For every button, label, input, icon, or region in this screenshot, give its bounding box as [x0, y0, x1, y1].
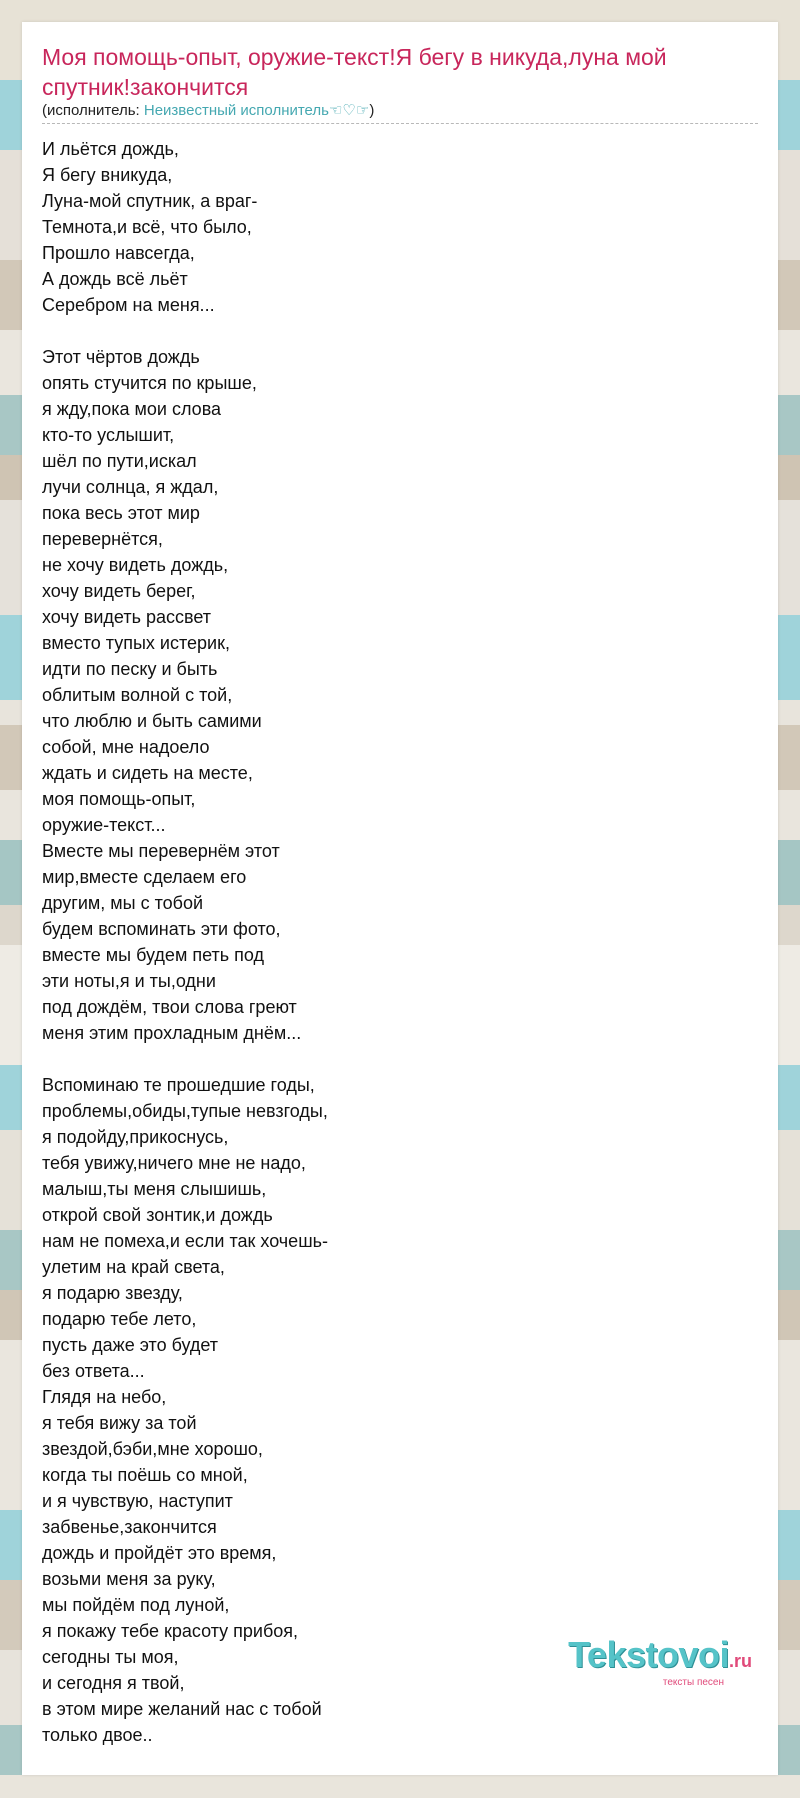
lyric-line: Глядя на небо, [42, 1387, 167, 1407]
lyric-line: я подарю звезду, [42, 1283, 183, 1303]
lyric-line: улетим на край света, [42, 1257, 225, 1277]
artist-line [42, 102, 742, 120]
lyrics-stanza [42, 344, 742, 1046]
lyric-line: пусть даже это будет [42, 1335, 219, 1355]
lyric-line: я подойду,прикоснусь, [42, 1127, 229, 1147]
artist-suffix: ) [369, 102, 375, 119]
lyric-line: хочу видеть берег, [42, 581, 196, 601]
lyric-line: дождь и пройдёт это время, [42, 1543, 277, 1563]
lyric-line: малыш,ты меня слышишь, [42, 1179, 267, 1199]
lyric-line: нам не помеха,и если так хочешь- [42, 1231, 329, 1251]
lyric-line: Луна-мой спутник, а враг- [42, 191, 258, 211]
lyric-line: Я бегу вникуда, [42, 165, 173, 185]
lyric-line: идти по песку и быть [42, 659, 218, 679]
lyric-line: ждать и сидеть на месте, [42, 763, 253, 783]
lyric-line: меня этим прохладным днём... [42, 1023, 302, 1043]
lyric-line: А дождь всё льёт [42, 269, 188, 289]
lyric-line: когда ты поёшь со мной, [42, 1465, 248, 1485]
logo-name: Tekstovoi [568, 1634, 729, 1675]
lyric-line: под дождём, твои слова греют [42, 997, 297, 1017]
logo-tld: .ru [728, 1651, 752, 1671]
lyric-line: открой свой зонтик,и дождь [42, 1205, 273, 1225]
lyric-line: перевернётся, [42, 529, 163, 549]
lyric-line: проблемы,обиды,тупые невзгоды, [42, 1101, 328, 1121]
lyric-line: не хочу видеть дождь, [42, 555, 229, 575]
title-divider [42, 123, 758, 124]
logo-wordmark [568, 1636, 752, 1680]
lyric-line: будем вспоминать эти фото, [42, 919, 281, 939]
lyric-line: и я чувствую, наступит [42, 1491, 233, 1511]
lyric-line: я тебя вижу за той [42, 1413, 197, 1433]
artist-prefix: (исполнитель: [42, 102, 144, 119]
artist-link[interactable]: Неизвестный исполнитель☜♡☞ [143, 102, 370, 119]
lyric-line: подарю тебе лето, [42, 1309, 197, 1329]
lyric-line: кто-то услышит, [42, 425, 175, 445]
lyric-line: хочу видеть рассвет [42, 607, 211, 627]
lyric-line: эти ноты,я и ты,одни [42, 971, 216, 991]
lyric-line: Этот чёртов дождь [42, 347, 200, 367]
lyric-line: мир,вместе сделаем его [42, 867, 247, 887]
lyric-line: только двое.. [42, 1725, 153, 1745]
lyric-line: звездой,бэби,мне хорошо, [42, 1439, 263, 1459]
lyric-line: мы пойдём под луной, [42, 1595, 230, 1615]
lyric-line: Темнота,и всё, что было, [42, 217, 252, 237]
lyric-line: лучи солнца, я ждал, [42, 477, 219, 497]
lyric-line: Вместе мы перевернём этот [42, 841, 280, 861]
lyric-line: оружие-текст... [42, 815, 166, 835]
lyric-line: И льётся дождь, [42, 139, 179, 159]
lyric-line: в этом мире желаний нас с тобой [42, 1699, 322, 1719]
lyric-line: сегодны ты моя, [42, 1647, 179, 1667]
lyric-line: вместе мы будем петь под [42, 945, 264, 965]
lyric-line: без ответа... [42, 1361, 145, 1381]
song-card [22, 22, 778, 1775]
logo-tagline: тексты песен [662, 1677, 724, 1688]
lyric-line: собой, мне надоело [42, 737, 210, 757]
lyric-line: Вспоминаю те прошедшие годы, [42, 1075, 315, 1095]
lyrics-stanza [42, 136, 742, 318]
lyric-line: и сегодня я твой, [42, 1673, 185, 1693]
song-title: Моя помощь-опыт, оружие-текст!Я бегу в никуда,луна мой спутник!закончится [42, 44, 667, 100]
lyric-line: другим, мы с тобой [42, 893, 204, 913]
lyric-line: моя помощь-опыт, [42, 789, 196, 809]
lyrics-body [42, 136, 742, 1774]
lyric-line: возьми меня за руку, [42, 1569, 216, 1589]
lyric-line: пока весь этот мир [42, 503, 200, 523]
lyric-line: вместо тупых истерик, [42, 633, 230, 653]
lyric-line: я покажу тебе красоту прибоя, [42, 1621, 299, 1641]
lyric-line: шёл по пути,искал [42, 451, 197, 471]
lyric-line: тебя увижу,ничего мне не надо, [42, 1153, 306, 1173]
lyric-line: облитым волной с той, [42, 685, 233, 705]
lyric-line: что люблю и быть самими [42, 711, 262, 731]
lyric-line: Прошло навсегда, [42, 243, 195, 263]
lyric-line: забвенье,закончится [42, 1517, 217, 1537]
lyric-line: я жду,пока мои слова [42, 399, 222, 419]
site-logo[interactable] [568, 1636, 752, 1688]
lyric-line: опять стучится по крыше, [42, 373, 257, 393]
lyric-line: Серебром на меня... [42, 295, 215, 315]
